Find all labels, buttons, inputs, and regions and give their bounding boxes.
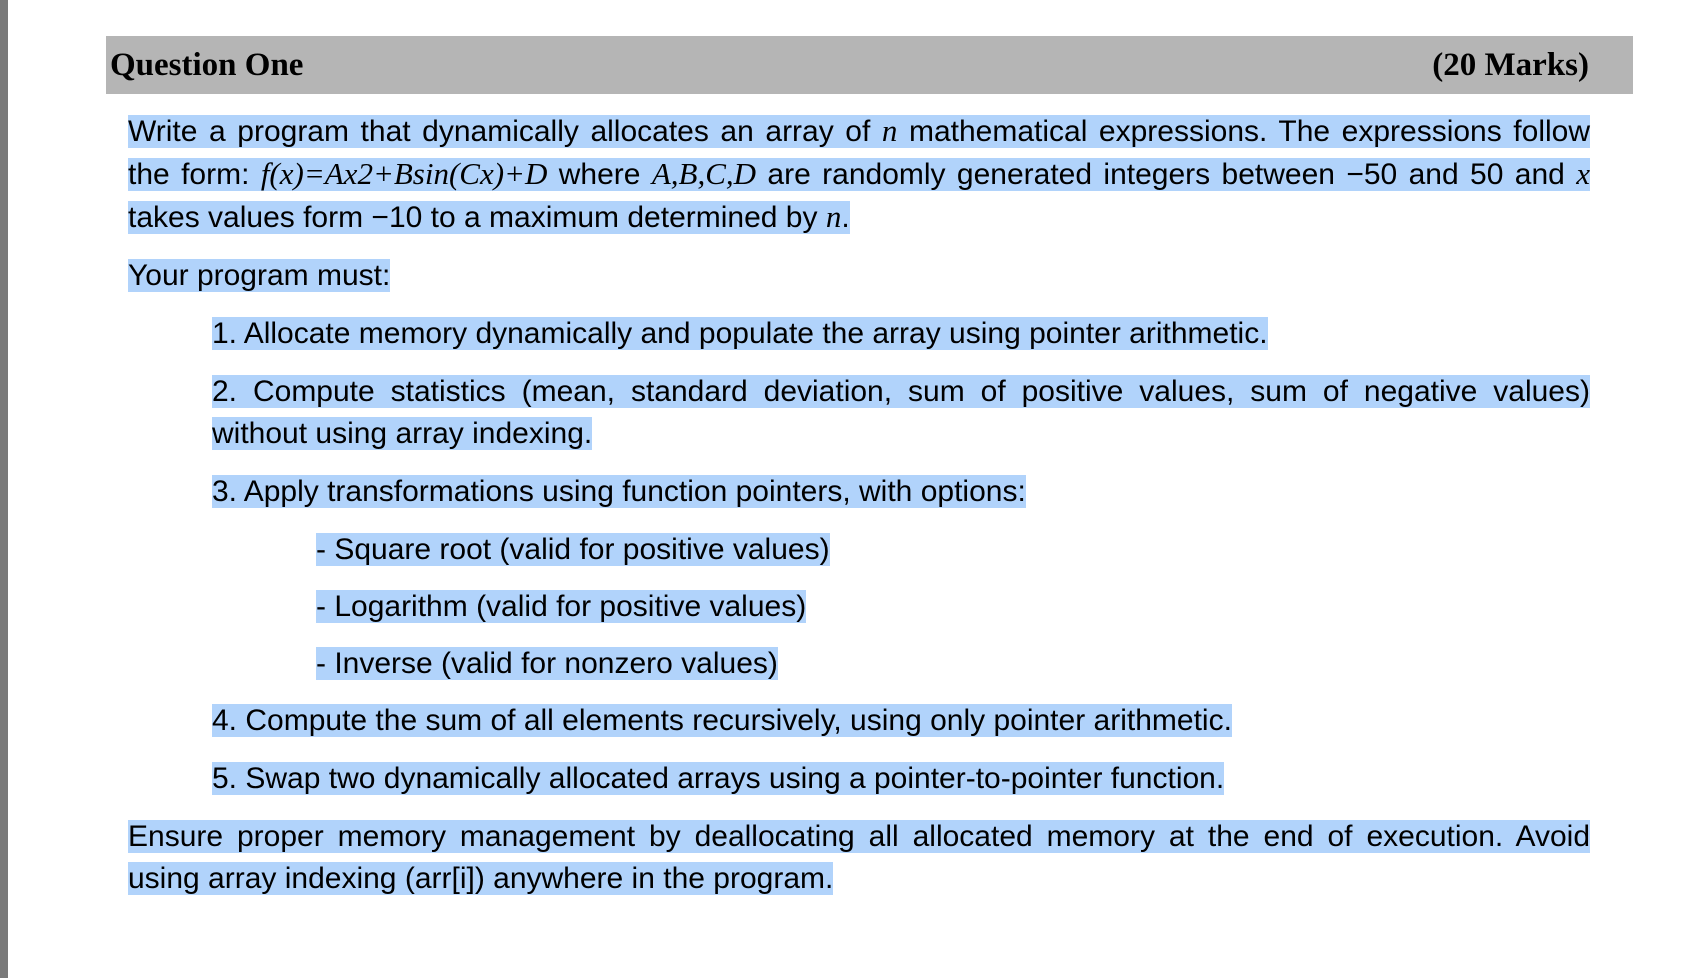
list-item xyxy=(212,471,1590,513)
intro-text-3: where xyxy=(547,158,652,191)
intro-text-1: Write a program that dynamically allocates an array of xyxy=(128,115,882,148)
question-header xyxy=(106,36,1633,94)
math-formula: f(x)=Ax2+Bsin(Cx)+D xyxy=(260,156,548,191)
option-item-text: - Inverse (valid for nonzero values) xyxy=(316,647,778,680)
intro-highlight xyxy=(128,115,1590,234)
option-item-text: - Logarithm (valid for positive values) xyxy=(316,590,807,623)
list-item-text: 3. Apply transformations using function pointers, with options: xyxy=(212,475,1026,508)
option-item xyxy=(316,643,1590,685)
list-item xyxy=(212,371,1590,455)
list-item xyxy=(212,700,1590,742)
math-variables: A,B,C,D xyxy=(651,156,757,191)
math-n: n xyxy=(881,113,898,148)
intro-text-4: are randomly generated integers between −50 and 50 and xyxy=(756,158,1577,191)
option-item xyxy=(316,586,1590,628)
question-title: Question One xyxy=(110,46,304,83)
list-item-text: 5. Swap two dynamically allocated arrays using a pointer-to-pointer function. xyxy=(212,762,1225,795)
must-label: Your program must: xyxy=(128,259,391,292)
list-item-text: 1. Allocate memory dynamically and populate the array using pointer arithmetic. xyxy=(212,317,1268,350)
intro-text-6: . xyxy=(841,201,850,234)
option-item xyxy=(316,529,1590,571)
list-item xyxy=(212,758,1590,800)
must-label-paragraph xyxy=(128,255,1590,297)
list-item-text: 2. Compute statistics (mean, standard deviation, sum of positive values, sum of negative values) without using array indexing. xyxy=(212,375,1590,450)
window-left-edge xyxy=(0,0,8,978)
math-n-2: n xyxy=(825,199,842,234)
intro-text-5: takes values form −10 to a maximum determined by xyxy=(128,201,826,234)
question-marks: (20 Marks) xyxy=(1432,46,1589,83)
question-body xyxy=(128,110,1590,916)
option-item-text: - Square root (valid for positive values) xyxy=(316,533,830,566)
closing-text: Ensure proper memory management by deallocating all allocated memory at the end of execution. Avoid using array indexing (arr[i]) anywhere in the program. xyxy=(128,820,1590,895)
intro-text-2: mathematical expressions. The expressions follow the form: xyxy=(128,115,1590,191)
intro-paragraph xyxy=(128,110,1590,239)
list-item xyxy=(212,313,1590,355)
list-item-text: 4. Compute the sum of all elements recursively, using only pointer arithmetic. xyxy=(212,704,1232,737)
closing-paragraph xyxy=(128,816,1590,900)
math-x: x xyxy=(1576,156,1590,191)
